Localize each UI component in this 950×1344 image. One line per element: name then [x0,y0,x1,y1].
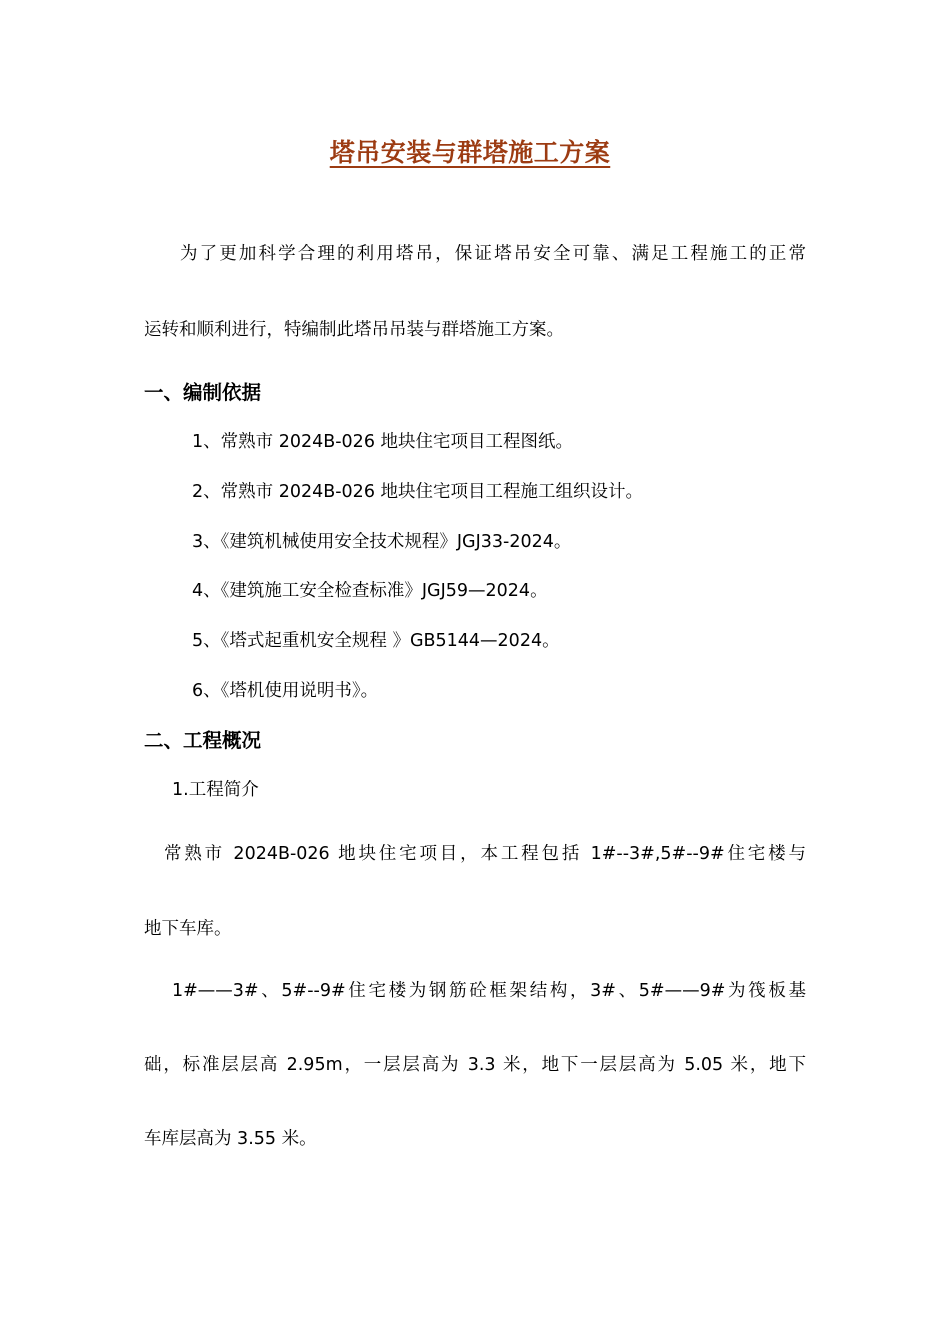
basis-item: 3、《建筑机械使用安全技术规程》JGJ33-2024。 [192,532,572,552]
intro-line-2: 运转和顺利进行，特编制此塔吊吊装与群塔施工方案。 [144,320,564,340]
overview-para2-line-2: 础，标准层层高 2.95m，一层层高为 3.3 米，地下一层层高为 5.05 米，地下 [144,1055,806,1075]
section-heading-basis: 一、编制依据 [144,381,262,404]
section-heading-overview: 二、工程概况 [144,729,262,752]
subsection-heading: 1.工程简介 [172,780,259,800]
overview-para2-line-3: 车库层高为 3.55 米。 [144,1129,317,1149]
intro-line-1: 为了更加科学合理的利用塔吊，保证塔吊安全可靠、满足工程施工的正常 [180,244,806,264]
overview-para1-line-1: 常熟市 2024B-026 地块住宅项目，本工程包括 1#--3#,5#--9#住宅楼与 [164,844,806,864]
overview-para2-line-1: 1#——3#、5#--9#住宅楼为钢筋砼框架结构，3#、5#——9#为筏板基 [172,981,806,1001]
basis-item: 6、《塔机使用说明书》。 [192,681,379,701]
document-title: 塔吊安装与群塔施工方案 [329,138,611,167]
basis-item: 1、常熟市 2024B-026 地块住宅项目工程图纸。 [192,432,574,452]
basis-item: 2、常熟市 2024B-026 地块住宅项目工程施工组织设计。 [192,482,644,502]
overview-para1-line-2: 地下车库。 [144,919,232,939]
basis-item: 4、《建筑施工安全检查标准》JGJ59—2024。 [192,581,548,601]
basis-item: 5、《塔式起重机安全规程 》GB5144—2024。 [192,631,560,651]
